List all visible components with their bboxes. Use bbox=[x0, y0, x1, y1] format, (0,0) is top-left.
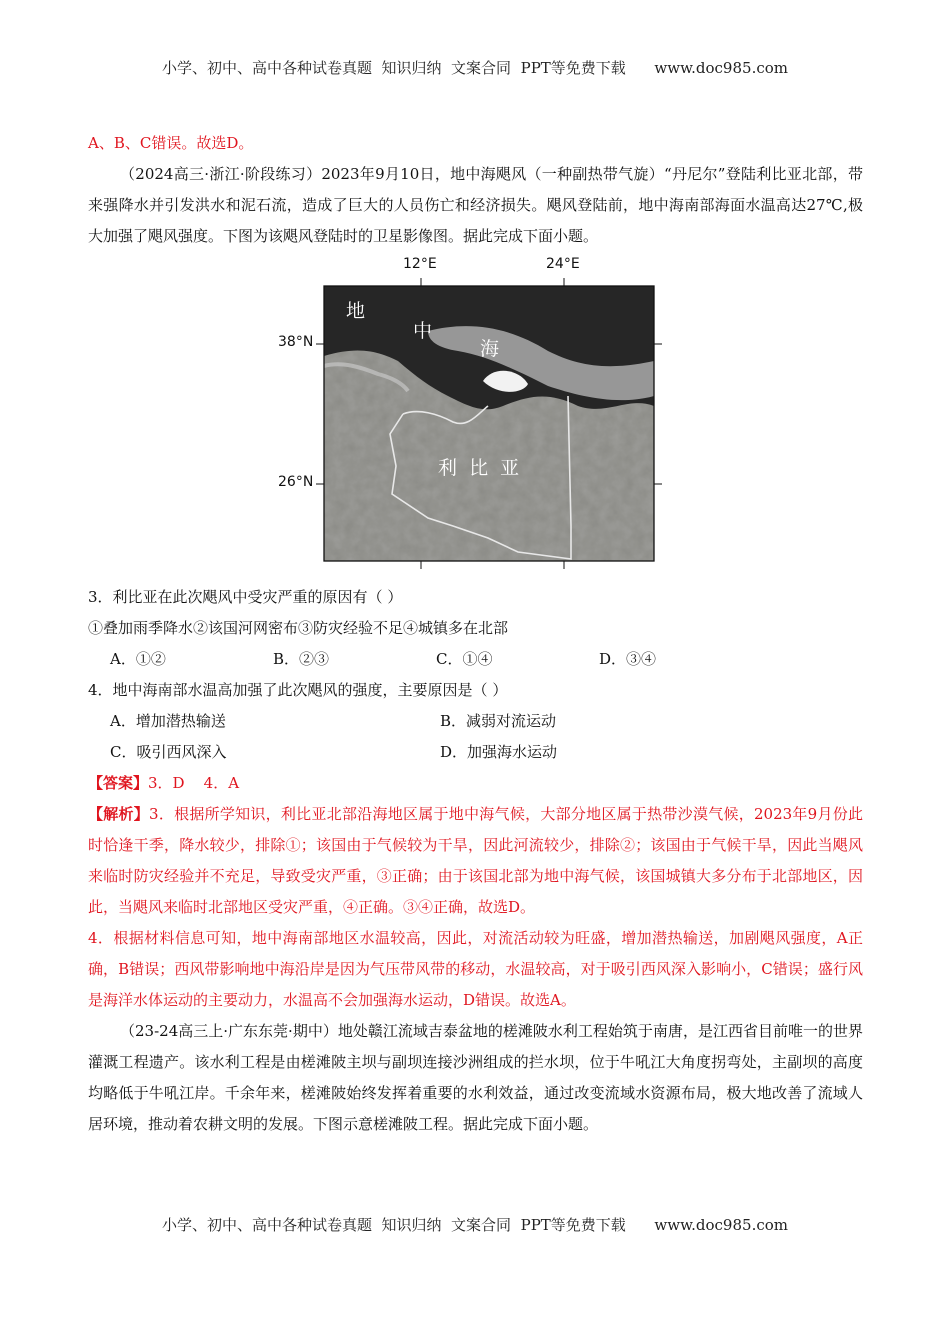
q3-option-c: C．①④ bbox=[436, 650, 493, 668]
sea-char-hai: 海 bbox=[480, 338, 500, 360]
satellite-image bbox=[278, 256, 678, 576]
lat-label-26n: 26°N bbox=[278, 474, 314, 490]
q3-option-b: B．②③ bbox=[273, 650, 330, 668]
previous-conclusion: A、B、C错误。故选D。 bbox=[88, 134, 254, 152]
q4-option-d: D．加强海水运动 bbox=[440, 743, 558, 761]
satellite-map bbox=[278, 256, 678, 576]
intro-paragraph-1: （2024高三·浙江·阶段练习）2023年9月10日，地中海飓风（一种副热带气旋）“丹尼尔”登陆利比亚北部，带来强降水并引发洪水和泥石流，造成了巨大的人员伤亡和经济损失。飓风登陆前，地中海南部海面水温高达27℃,极大加强了飓风强度。下图为该飓风登陆时的卫星影像图。据此完成下面小题。 bbox=[88, 165, 863, 245]
sea-char-zhong: 中 bbox=[413, 320, 433, 342]
analysis-label: 【解析】 bbox=[88, 805, 150, 823]
q4-option-c: C．吸引西风深入 bbox=[110, 743, 227, 761]
q4-options-row2 bbox=[88, 737, 863, 768]
lat-label-38n: 38°N bbox=[278, 334, 314, 350]
analysis-q3 bbox=[88, 799, 863, 923]
lon-label-24e: 24°E bbox=[546, 256, 580, 272]
page-footer: 小学、初中、高中各种试卷真题 知识归纳 文案合同 PPT等免费下载 www.doc985.com bbox=[161, 1216, 788, 1234]
sea-char-di: 地 bbox=[346, 300, 366, 322]
lon-label-12e: 12°E bbox=[403, 256, 437, 272]
analysis-q3-text: 3．根据所学知识，利比亚北部沿海地区属于地中海气候，大部分地区属于热带沙漠气候，2023年9月份此时恰逢干季，降水较少，排除①；该国由于气候较为干旱，因此河流较少，排除②；该国由于气候干旱，因此当飓风来临时防灾经验并不充足，导致受灾严重，③正确；由于该国北部为地中海气候，该国城镇大多分布于北部地区，因此，当飓风来临时北部地区受灾严重，④正确。③④正确，故选D。 bbox=[88, 805, 863, 916]
q3-option-d: D．③④ bbox=[599, 650, 657, 668]
q3-items: ①叠加雨季降水②该国河网密布③防灾经验不足④城镇多在北部 bbox=[88, 619, 509, 637]
q4-options-row1 bbox=[88, 706, 863, 737]
country-label-libya: 利 比 亚 bbox=[438, 457, 520, 479]
q4-stem: 4．地中海南部水温高加强了此次飓风的强度，主要原因是（ ） bbox=[88, 681, 508, 699]
q4-option-a: A．增加潜热输送 bbox=[110, 712, 226, 730]
answer-line bbox=[88, 768, 863, 799]
answer-text: 3．D 4．A bbox=[148, 774, 240, 792]
q3-options bbox=[88, 644, 863, 675]
q4-option-b: B．减弱对流运动 bbox=[440, 712, 557, 730]
q3-stem: 3．利比亚在此次飓风中受灾严重的原因有（ ） bbox=[88, 588, 403, 606]
analysis-q4: 4．根据材料信息可知，地中海南部地区水温较高，因此，对流活动较为旺盛，增加潜热输送，加剧飓风强度，A正确，B错误；西风带影响地中海沿岸是因为气压带风带的移动，水温较高，对于吸引西风深入影响小，C错误；盛行风是海洋水体运动的主要动力，水温高不会加强海水运动，D错误。故选A。 bbox=[88, 929, 863, 1009]
page-content bbox=[88, 128, 863, 1140]
page-header: 小学、初中、高中各种试卷真题 知识归纳 文案合同 PPT等免费下载 www.doc985.com bbox=[161, 59, 788, 77]
answer-label: 【答案】 bbox=[88, 774, 149, 792]
q3-option-a: A．①② bbox=[110, 650, 166, 668]
intro-paragraph-2: （23-24高三上·广东东莞·期中）地处赣江流域吉泰盆地的槎滩陂水利工程始筑于南唐，是江西省目前唯一的世界灌溉工程遗产。该水利工程是由槎滩陂主坝与副坝连接沙洲组成的拦水坝，位于牛吼江大角度拐弯处，主副坝的高度均略低于牛吼江岸。千余年来，槎滩陂始终发挥着重要的水利效益，通过改变流域水资源布局，极大地改善了流域人居环境，推动着农耕文明的发展。下图示意槎滩陂工程。据此完成下面小题。 bbox=[88, 1022, 863, 1133]
